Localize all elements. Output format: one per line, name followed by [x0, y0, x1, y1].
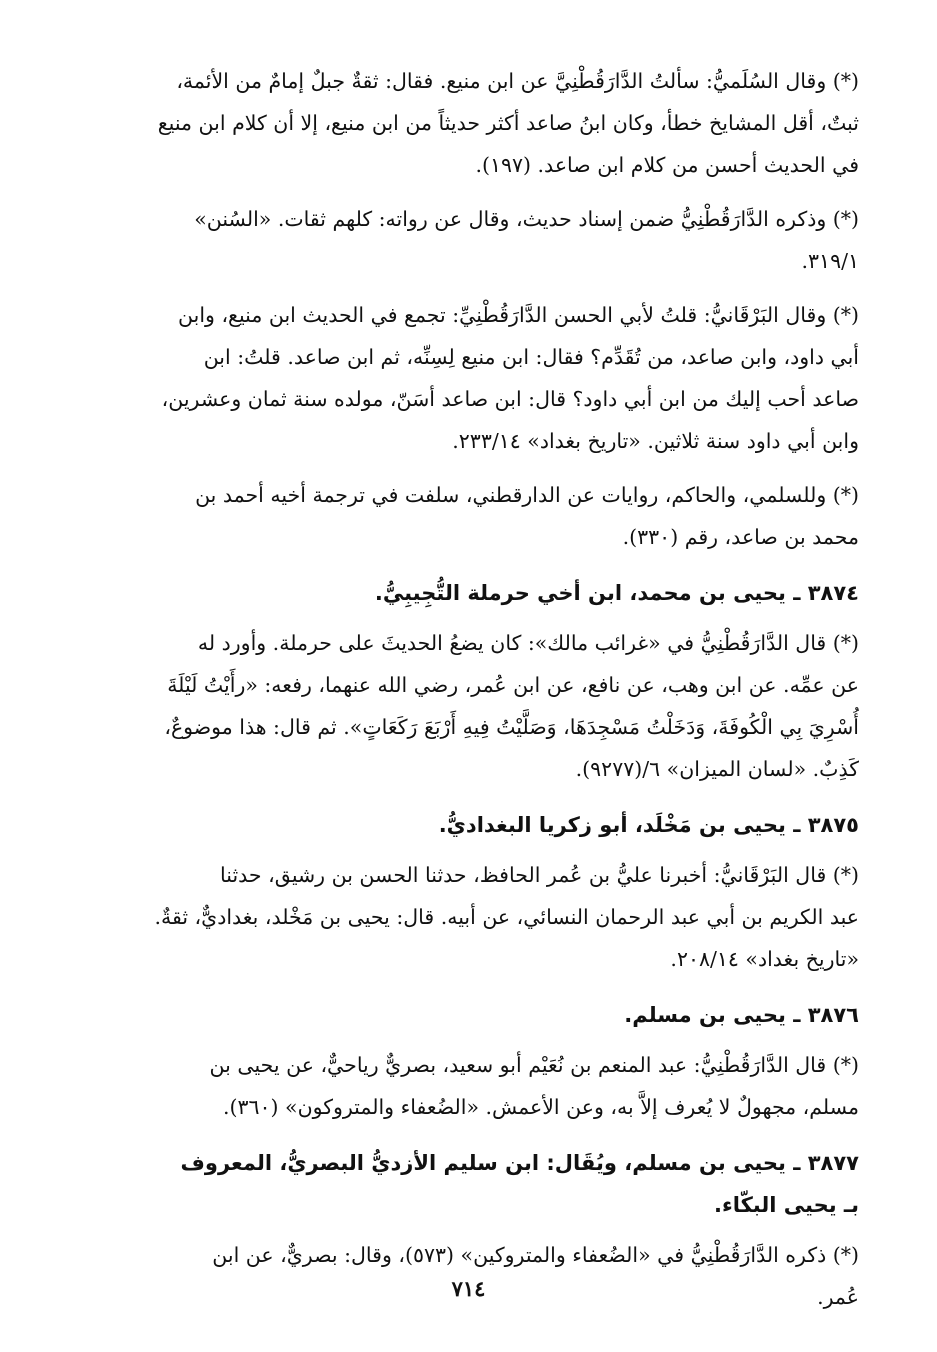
- entry-heading: [72, 804, 859, 846]
- entry-3876: [72, 994, 859, 1128]
- text-line: عبد الكريم بن أبي عبد الرحمان النسائي، عن أبيه. قال: يحيى بن مَخْلد، بغداديٌّ، ثقةٌ.: [154, 905, 859, 929]
- text-line: أُسْرِيَ بِي الْكُوفَةَ، وَدَخَلْتُ مَسْجِدَهَا، وَصَلَّيْتُ فِيهِ أَرْبَعَ رَكَعَاتٍ». ثم قال: هذا موضوعٌ،: [164, 715, 859, 739]
- paragraph: [72, 294, 859, 462]
- text-line: عُمر.: [817, 1285, 859, 1309]
- entry-heading: [72, 572, 859, 614]
- text-line: (*) وذكره الدَّارَقُطْنِيُّ ضمن إسناد حديث، وقال عن رواته: كلهم ثقات. «السُنن»: [194, 207, 859, 231]
- text-line: ٣١٩/١.: [801, 249, 859, 273]
- page-number: ٧١٤: [451, 1276, 486, 1301]
- text-line: أبي داود، وابن صاعد، من تُقَدِّم؟ فقال: ابن منيع لِسِنِّه، ثم ابن صاعد. قلتُ: ابن: [203, 345, 859, 369]
- text-line: (*) وقال البَرْقَانيُّ: قلتُ لأبي الحسن الدَّارَقُطْنِيِّ: تجمع في الحديث ابن منيع، وابن: [178, 303, 859, 327]
- entry-3875: [72, 804, 859, 980]
- text-line: «تاريخ بغداد» ٢٠٨/١٤.: [670, 947, 859, 971]
- paragraph: [72, 474, 859, 558]
- text-line: محمد بن صاعد، رقم (٣٣٠).: [622, 525, 859, 549]
- paragraph: [72, 622, 859, 790]
- text-line: وابن أبي داود سنة ثلاثين. «تاريخ بغداد» ٢٣٣/١٤.: [452, 429, 859, 453]
- text-line: كَذِبٌ. «لسان الميزان» ٦/(٩٢٧٧).: [575, 757, 859, 781]
- text-line: (*) قال الدَّارَقُطْنِيُّ في «غرائب مالك»: كان يضعُ الحديثَ على حرملة. وأورد له: [197, 631, 859, 655]
- entry-heading: [72, 1142, 859, 1226]
- heading-line: ٣٨٧٧ ـ يحيى بن مسلم، ويُقَال: ابن سليم الأزديُّ البصريُّ، المعروف: [180, 1151, 859, 1175]
- heading-line: ٣٨٧٦ ـ يحيى بن مسلم.: [624, 1003, 859, 1027]
- text-line: (*) وللسلمي، والحاكم، روايات عن الدارقطني، سلفت في ترجمة أخيه أحمد بن: [195, 483, 859, 507]
- paragraph: [72, 198, 859, 282]
- text-line: صاعد أحب إليك من ابن أبي داود؟ قال: ابن صاعد أسَنّ، مولده سنة ثمان وعشرين،: [161, 387, 859, 411]
- text-line: عن عمِّه. عن ابن وهب، عن نافع، عن ابن عُمر، رضي الله عنهما، رفعه: «رأَيْتُ لَيْلَةَ: [167, 673, 859, 697]
- paragraph: [72, 1044, 859, 1128]
- text-line: (*) قال البَرْقَانيُّ: أخبرنا عليُّ بن عُمر الحافظ، حدثنا الحسن بن رشيق، حدثنا: [220, 863, 859, 887]
- heading-line: ٣٨٧٥ ـ يحيى بن مَخْلَد، أبو زكريا البغداديُّ.: [438, 813, 859, 837]
- text-line: (*) وقال السُلَميُّ: سألتُ الدَّارَقُطْنِيَّ عن ابن منيع. فقال: ثقةٌ جبلٌ إمامٌ من الأئمة،: [176, 69, 859, 93]
- text-line: في الحديث أحسن من كلام ابن صاعد. (١٩٧).: [475, 153, 859, 177]
- entry-3874: [72, 572, 859, 790]
- paragraph: [72, 60, 859, 186]
- heading-line: بـ يحيى البكّاء.: [714, 1193, 859, 1217]
- text-line: مسلم، مجهولٌ لا يُعرف إلاَّ به، وعن الأعمش. «الضُعفاء والمتروكون» (٣٦٠).: [222, 1095, 859, 1119]
- entry-continuation: [72, 60, 859, 558]
- text-line: (*) ذكره الدَّارَقُطْنِيُّ في «الضُعفاء والمتروكين» (٥٧٣)، وقال: بصريٌّ، عن ابن: [212, 1243, 859, 1267]
- text-line: ثبتٌ، أقل المشايخ خطأ، وكان ابنُ صاعد أكثر حديثاً من ابن منيع، إلا أن كلام ابن منيع: [157, 111, 859, 135]
- heading-line: ٣٨٧٤ ـ يحيى بن محمد، ابن أخي حرملة التُّجِيبِيُّ.: [374, 581, 859, 605]
- entry-heading: [72, 994, 859, 1036]
- paragraph: [72, 854, 859, 980]
- text-line: (*) قال الدَّارَقُطْنِيُّ: عبد المنعم بن نُعَيْم أبو سعيد، بصريٌّ رياحيٌّ، عن يحيى بن: [209, 1053, 859, 1077]
